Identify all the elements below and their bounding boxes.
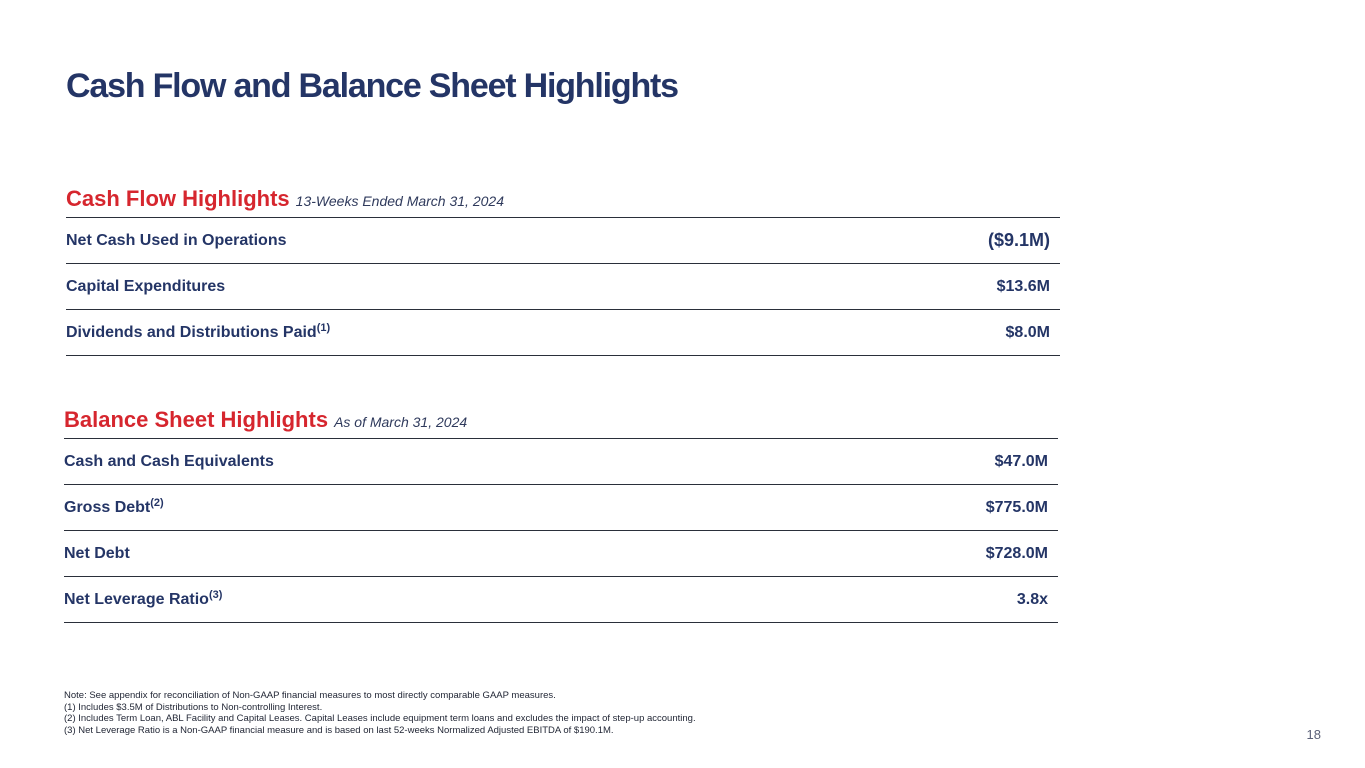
row-label: Gross Debt$^{(2)}$ — [64, 496, 164, 516]
footnote: Note: See appendix for reconciliation of Non-GAAP financial measures to most directly comparable GAAP measures. — [64, 690, 556, 701]
table-row — [66, 218, 1060, 264]
row-label: Net Cash Used in Operations — [66, 231, 287, 249]
page-number: 18 — [1306, 727, 1321, 742]
row-value: ($9.1M) — [987, 230, 1050, 250]
row-label: Net Debt — [64, 544, 130, 562]
footnote-ref: (1) — [316, 321, 331, 334]
balance-sheet-heading-row — [64, 406, 1058, 439]
balance-sheet-section — [64, 406, 1058, 623]
table-row — [66, 264, 1060, 310]
table-row — [64, 531, 1058, 577]
footnote: (1) Includes $3.5M of Distributions to Non-controlling Interest. — [64, 701, 323, 713]
footnote: (2) Includes Term Loan, ABL Facility and Capital Leases. Capital Leases include equipment term loans and excludes the impact of step-up accounting. — [64, 713, 696, 725]
footnote-ref: (2) — [150, 496, 164, 509]
row-label: Capital Expenditures — [66, 277, 226, 295]
balance-sheet-subheading: As of March 31, 2024 — [334, 414, 468, 430]
row-value: $728.0M — [985, 544, 1048, 562]
row-value: 3.8x — [1016, 590, 1048, 608]
cash-flow-subheading: 13-Weeks Ended March 31, 2024 — [295, 193, 504, 209]
footnote: (3) Net Leverage Ratio is a Non-GAAP financial measure and is based on last 52-weeks Normalized Adjusted EBITDA of $190.1M. — [64, 724, 614, 736]
row-label: Net Leverage Ratio$^{(3)}$ — [64, 588, 223, 608]
footnotes — [64, 690, 1064, 736]
page-title: Cash Flow and Balance Sheet Highlights — [66, 67, 678, 105]
cash-flow-heading: Cash Flow Highlights — [66, 186, 290, 211]
table-row — [64, 439, 1058, 485]
table-row — [64, 577, 1058, 623]
cash-flow-heading-row — [66, 185, 1060, 218]
footnote-ref: (3) — [208, 588, 223, 601]
row-value: $13.6M — [996, 277, 1050, 295]
table-row — [64, 485, 1058, 531]
balance-sheet-heading: Balance Sheet Highlights — [64, 407, 329, 432]
cash-flow-section — [66, 185, 1060, 356]
row-value: $775.0M — [985, 498, 1048, 516]
row-label: Cash and Cash Equivalents — [64, 452, 274, 470]
row-label: Dividends and Distributions Paid$^{(1)}$ — [66, 321, 331, 341]
row-value: $47.0M — [994, 452, 1048, 470]
row-value: $8.0M — [1005, 323, 1050, 341]
table-row — [66, 310, 1060, 356]
